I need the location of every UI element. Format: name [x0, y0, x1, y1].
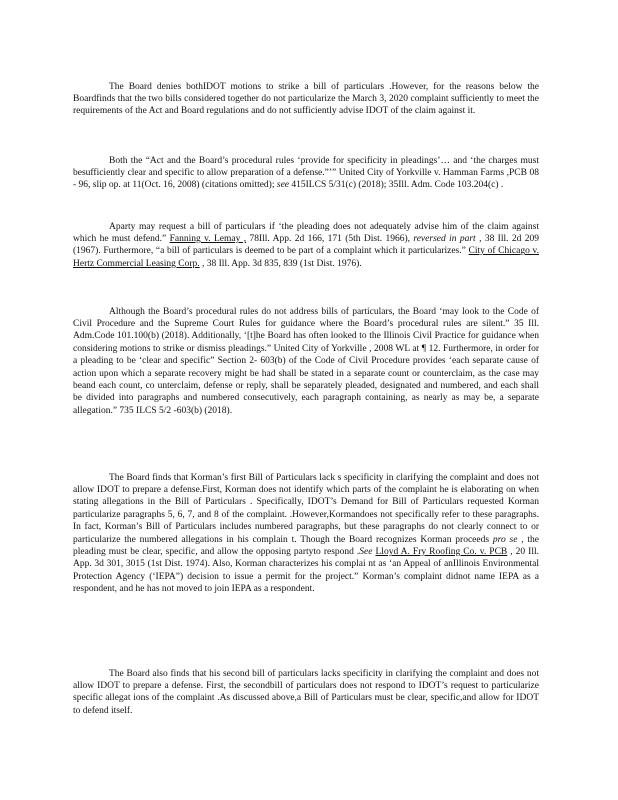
paragraph-text: 78Ill. App. 2d 166, 171 (5th Dist. 1966),: [246, 233, 414, 244]
paragraph-specificity-rules: [73, 155, 539, 192]
paragraph-text: Both the “Act and the Board’s procedural rules ‘provide for specificity in pleadings’… and ‘the charges must besufficiently clear and specific to allow preparation of a defense.”’” United City of Yorkville v. Hamman Farms ,PCB 08 - 96, slip op. at 11(Oct. 16, 2008) (citations omitted);: [73, 155, 539, 191]
term-pro-se-italic: pro se: [492, 534, 518, 545]
paragraph-text: Although the Board’s procedural rules do not address bills of particulars, the Board ‘may look to the Code of Civil Procedure and the Supreme Court Rules for guidance where the Board’s procedural rules are silent.” 35 Ill. Adm.Code 101.100(b) (2018). Additionally, ‘[t]he Board has often looked to the Illinois Civil Practice for guidance when considering motions to strike or dismiss pleadings.” United City of Yorkville , 2008 WL at ¶ 12. Furthermore, in order for a pleading to be ‘clear and specific” Section 2- 603(b) of the Code of Civil Procedure provides ‘each separate cause of action upon which a separate recovery might be had shall be stated in a separate count or counterclaim, as the case may beand each count, co unterclaim, defense or reply, shall be separately pleaded, designated and numbered, and each shall be divided into paragraphs and numbered consecutively, each paragraph containing, as nearly as may be, a separate allegation.” 735 ILCS 5/2 -603(b) (2018).: [73, 306, 539, 416]
paragraph-motions-denied: [73, 81, 539, 118]
paragraph-text: , 20 Ill. App. 3d 301, 3015 (1st Dist. 1974). Also, Korman characterizes his complai nt as ‘an Appeal of anIllinois Environmental Protection Agency (‘IEPA”) decision to issue a permit for the project.” Korman’s complaint didnot name IEPA as a respondent, and he has not moved to join IEPA as a respondent.: [73, 546, 539, 595]
signal-see-italic: see: [276, 180, 290, 191]
paragraph-procedural-rules: [73, 306, 539, 418]
paragraph-text: , the pleading must be clear, specific, and allow the opposing partyto respond .: [73, 534, 539, 557]
paragraph-text: The Board denies bothIDOT motions to strike a bill of particulars .However, for the reasons below the Boardfinds that the two bills considered together do not particularize the March 3, 2020 complaint sufficiently to meet the requirements of the Act and Board regulations and do not sufficiently advise IDOT of the claim against it.: [73, 81, 539, 117]
paragraph-text: , 38 Ill. 2d 209 (1967). Furthermore, “a bill of particulars is deemed to be part of a complaint which it particularizes.”: [73, 233, 539, 257]
case-citation-hertz: City of Chicago v. Hertz Commercial Leasing Corp.: [73, 246, 540, 269]
paragraph-first-bill-findings: [73, 472, 539, 596]
signal-reversed-italic: reversed in part: [413, 233, 476, 244]
paragraph-second-bill-findings: [73, 668, 539, 718]
paragraph-text: , 38 Ill. App. 3d 835, 839 (1st Dist. 1976).: [199, 258, 362, 269]
paragraph-text: The Board also finds that his second bill of particulars lacks specificity in clarifying the complaint and does not allow IDOT to prepare a defense. First, the secondbill of particulars does not respond to IDOT’s request to particularize specific allegat ions of the complaint .As discussed above,a Bill of Particulars must be clear, specific,and allow for IDOT to defend itself.: [73, 668, 539, 716]
signal-see-italic: See: [359, 546, 373, 557]
case-citation-lloyd-fry: Lloyd A. Fry Roofing Co. v. PCB: [375, 546, 508, 557]
case-citation-fanning: Fanning v. Lemay ,: [169, 233, 247, 244]
paragraph-text: 415ILCS 5/31(c) (2018); 35Ill. Adm. Code 103.204(c) .: [289, 180, 504, 191]
paragraph-text: The Board finds that Korman’s first Bill of Particulars lack s specificity in clarifying the complaint and does not allow IDOT to prepare a defense.First, Korman does not identify which parts of the complaint he is elaborating on when stating allegations in the Bill of Particulars . Specifically, IDOT’s Demand for Bill of Particulars requested Korman particularize paragraphs 5, 6, 7, and 8 of the complaint. .However,Kormandoes not specifically refer to these paragraphs. In fact, Korman’s Bill of Particulars includes numbered paragraphs, but these paragraphs do not clearly connect to or particularize the numbered allegations in his complain t. Though the Board recognizes Korman proceeds: [73, 472, 539, 545]
paragraph-text: Aparty may request a bill of particulars if ‘the pleading does not adequately advise him of the claim against which he must defend.”: [73, 221, 539, 244]
paragraph-bill-request: [73, 221, 539, 271]
